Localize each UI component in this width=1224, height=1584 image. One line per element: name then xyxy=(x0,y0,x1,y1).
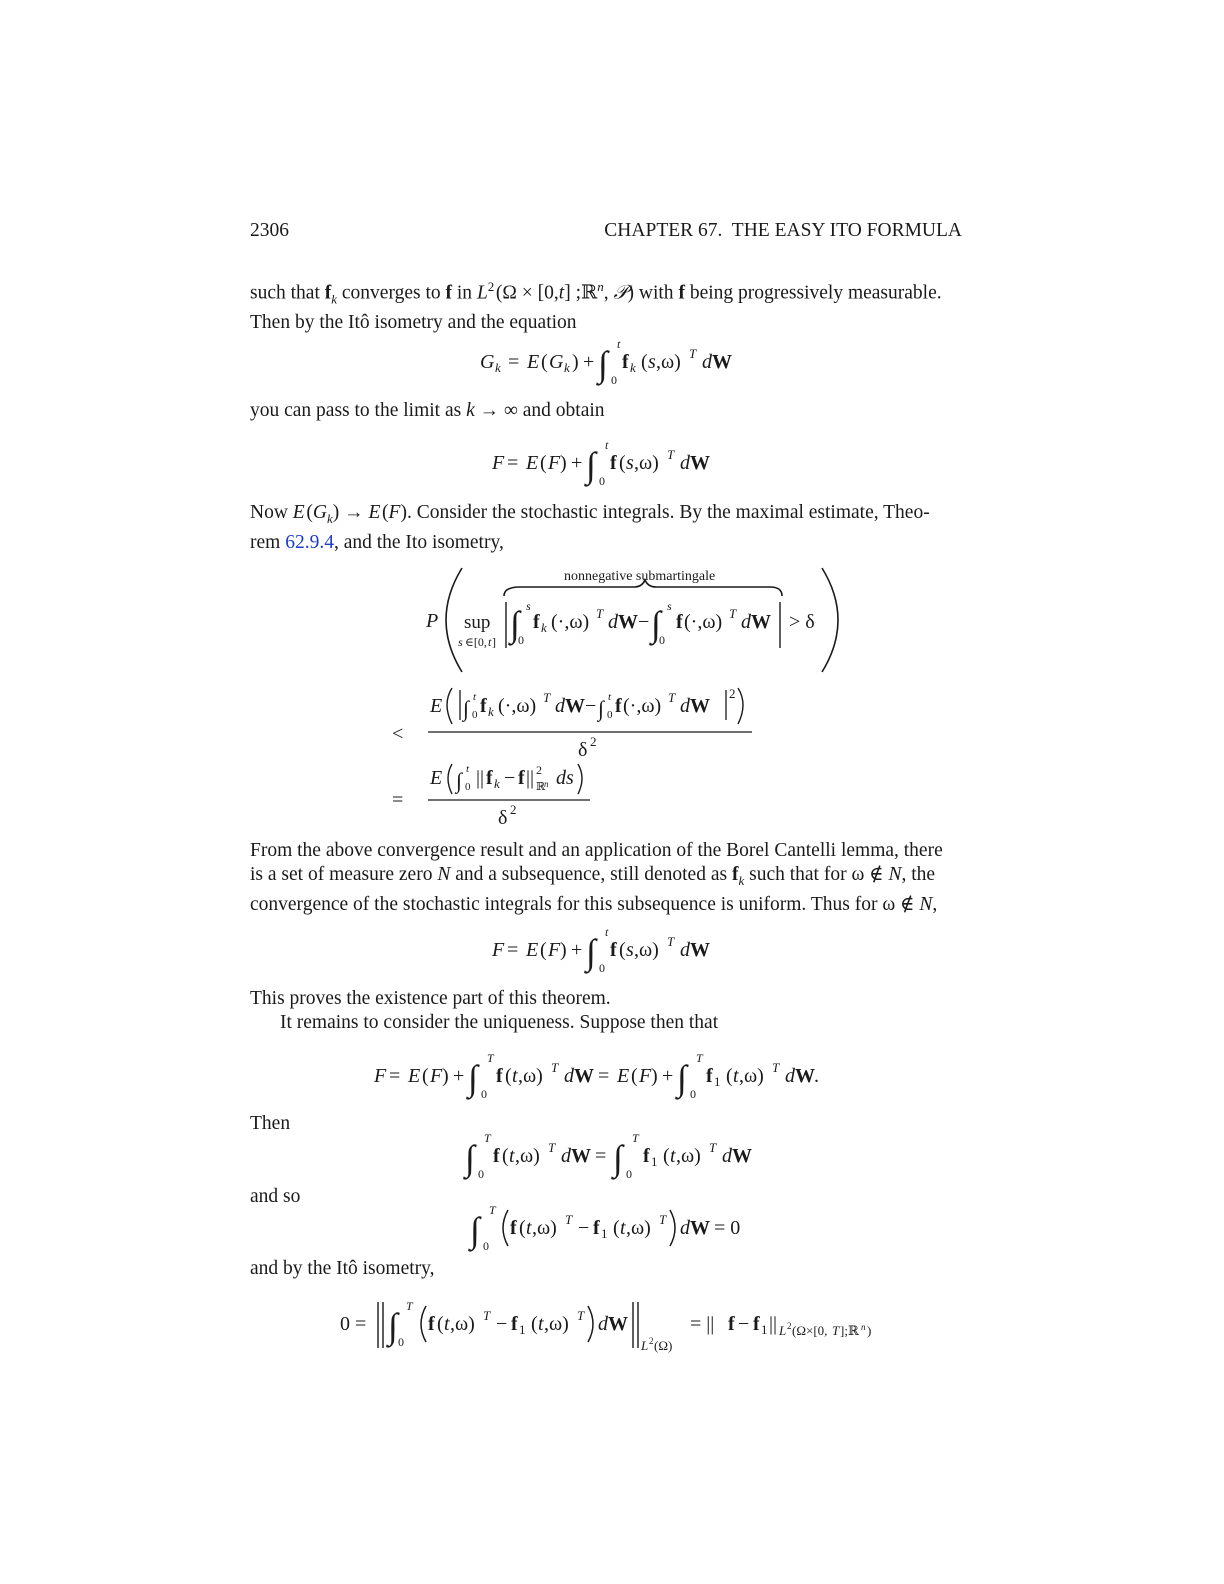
svg-text:k: k xyxy=(564,360,570,375)
svg-text:1: 1 xyxy=(714,1074,721,1089)
svg-text:d: d xyxy=(598,1313,608,1335)
svg-text:k: k xyxy=(488,704,494,719)
paragraph-2: you can pass to the limit as k → ∞ and obtain xyxy=(250,400,605,421)
svg-text:−: − xyxy=(504,767,516,789)
svg-text:t: t xyxy=(466,763,470,775)
svg-text:f: f xyxy=(486,767,493,789)
svg-text:T: T xyxy=(659,1212,667,1227)
svg-text:): ) xyxy=(442,1065,449,1087)
svg-text:T: T xyxy=(489,1203,496,1217)
svg-text:G: G xyxy=(480,351,495,373)
svg-text:0: 0 xyxy=(690,1087,696,1101)
svg-text:−: − xyxy=(638,611,650,633)
svg-text:f: f xyxy=(728,1313,735,1335)
svg-text:F: F xyxy=(548,939,561,961)
svg-text:s: s xyxy=(626,452,634,474)
svg-text:W: W xyxy=(751,611,771,633)
svg-text:W: W xyxy=(732,1145,752,1167)
svg-text:(·,ω): (·,ω) xyxy=(551,611,590,633)
equation-gk xyxy=(470,332,770,392)
svg-text:∫: ∫ xyxy=(465,1138,475,1178)
svg-text:,ω): ,ω) xyxy=(626,1217,651,1239)
svg-text:t: t xyxy=(488,635,492,649)
svg-text:T: T xyxy=(484,1131,491,1145)
svg-text:F: F xyxy=(374,1065,387,1087)
svg-text:<: < xyxy=(392,723,404,745)
paragraph-1-line-1: such that $f_k$ converges to f in $L^2$ (Ω × [0,t] ;ℝ$^n$, 𝒫) with f being progressively measurable. xyxy=(250,279,942,307)
svg-text:t: t xyxy=(620,1217,626,1239)
svg-text:f: f xyxy=(510,1217,517,1239)
svg-text:,ω): ,ω) xyxy=(450,1313,475,1335)
svg-text:): ) xyxy=(560,939,567,961)
svg-text:0: 0 xyxy=(599,961,605,975)
svg-text:(: ( xyxy=(502,1145,509,1167)
svg-text:∈[0,: ∈[0, xyxy=(465,635,487,649)
svg-text:(: ( xyxy=(641,351,648,373)
svg-text:k: k xyxy=(630,360,636,375)
svg-text:||: || xyxy=(769,1313,778,1335)
svg-text:T: T xyxy=(577,1308,585,1323)
svg-text:,ω): ,ω) xyxy=(634,452,659,474)
svg-text:k: k xyxy=(541,620,547,635)
svg-text:n: n xyxy=(861,1322,866,1332)
svg-text:∫: ∫ xyxy=(510,604,520,644)
svg-text:f: f xyxy=(615,695,622,717)
svg-text:2: 2 xyxy=(510,802,517,817)
svg-text:T: T xyxy=(406,1299,413,1313)
svg-text:0: 0 xyxy=(607,709,613,721)
svg-text:f: f xyxy=(593,1217,600,1239)
svg-text:,ω): ,ω) xyxy=(676,1145,701,1167)
svg-text:+: + xyxy=(571,939,583,961)
svg-text:,ω): ,ω) xyxy=(544,1313,569,1335)
svg-text:0: 0 xyxy=(481,1087,487,1101)
svg-text:−: − xyxy=(738,1313,750,1335)
svg-text:n: n xyxy=(544,779,549,789)
svg-text:t: t xyxy=(526,1217,532,1239)
and-by-label: and by the Itô isometry, xyxy=(250,1258,435,1279)
svg-text:d: d xyxy=(564,1065,574,1087)
theorem-link[interactable]: 62.9.4 xyxy=(285,531,334,553)
svg-text:d: d xyxy=(608,611,618,633)
svg-text:s: s xyxy=(526,599,531,613)
svg-text:0: 0 xyxy=(518,633,524,647)
svg-text:E: E xyxy=(430,767,443,789)
equation-isometry xyxy=(330,1288,890,1360)
svg-text:−: − xyxy=(496,1313,508,1335)
svg-text:W: W xyxy=(574,1065,594,1087)
svg-text:0: 0 xyxy=(483,1239,489,1253)
svg-text:∫: ∫ xyxy=(468,1058,478,1098)
svg-text:+: + xyxy=(583,351,595,373)
svg-text:||: || xyxy=(526,767,535,789)
svg-text:||: || xyxy=(476,767,485,789)
svg-text:F: F xyxy=(492,452,505,474)
svg-text:0: 0 xyxy=(398,1335,404,1349)
svg-text:): ) xyxy=(572,351,579,373)
svg-text:f: f xyxy=(518,767,525,789)
svg-text:T: T xyxy=(551,1060,559,1075)
svg-text:f: f xyxy=(496,1065,503,1087)
paragraph-3-line-2: rem 62.9.4, and the Ito isometry, xyxy=(250,531,504,553)
svg-text:T: T xyxy=(548,1140,556,1155)
svg-text:T: T xyxy=(772,1060,780,1075)
paragraph-4-line-2: is a set of measure zero N and a subsequence, still denoted as $f_k$ such that for ω ∉ N, the xyxy=(250,864,936,888)
svg-text:=: = xyxy=(507,939,519,961)
svg-text:+: + xyxy=(662,1065,674,1087)
svg-text:f: f xyxy=(610,939,617,961)
svg-text:(: ( xyxy=(631,1065,638,1087)
svg-text:(: ( xyxy=(505,1065,512,1087)
svg-text:f: f xyxy=(533,611,540,633)
svg-text:t: t xyxy=(473,691,477,703)
svg-text:t: t xyxy=(512,1065,518,1087)
svg-text:∫: ∫ xyxy=(586,445,596,485)
svg-text:∫: ∫ xyxy=(677,1058,687,1098)
svg-text:): ) xyxy=(867,1323,872,1338)
svg-text:1: 1 xyxy=(651,1154,658,1169)
svg-text:t: t xyxy=(670,1145,676,1167)
svg-text:0 =: 0 = xyxy=(340,1313,367,1335)
svg-text:d: d xyxy=(722,1145,732,1167)
svg-text:0: 0 xyxy=(599,474,605,488)
svg-text:W: W xyxy=(608,1313,628,1335)
svg-text:(: ( xyxy=(437,1313,444,1335)
svg-text:sup: sup xyxy=(464,612,491,633)
svg-text:(: ( xyxy=(619,939,626,961)
svg-text:(: ( xyxy=(422,1065,429,1087)
paragraph-4-line-3: convergence of the stochastic integrals for this subsequence is uniform. Thus for ω ∉ N, xyxy=(250,893,938,915)
svg-text:0: 0 xyxy=(472,709,478,721)
svg-text:d: d xyxy=(702,351,712,373)
svg-text:d: d xyxy=(680,452,690,474)
svg-text:,ω): ,ω) xyxy=(656,351,681,373)
svg-text:t: t xyxy=(605,438,609,452)
svg-text:t: t xyxy=(509,1145,515,1167)
svg-text:.: . xyxy=(814,1065,819,1087)
svg-text:t: t xyxy=(444,1313,450,1335)
svg-text:> δ: > δ xyxy=(789,611,815,633)
svg-text:d: d xyxy=(680,1217,690,1239)
svg-text:(: ( xyxy=(540,939,547,961)
svg-text:f: f xyxy=(428,1313,435,1335)
svg-text:0: 0 xyxy=(626,1167,632,1181)
svg-text:T: T xyxy=(565,1212,573,1227)
svg-text:0: 0 xyxy=(465,781,471,793)
equation-then xyxy=(455,1126,775,1186)
svg-text:=: = xyxy=(508,351,520,373)
paragraph-4 xyxy=(250,839,962,917)
paragraph-3 xyxy=(250,501,962,555)
svg-text:E: E xyxy=(526,452,539,474)
svg-text:(Ω×[0,: (Ω×[0, xyxy=(792,1323,828,1338)
svg-text:(: ( xyxy=(531,1313,538,1335)
svg-text:T: T xyxy=(596,606,604,621)
svg-text:0: 0 xyxy=(659,633,665,647)
svg-text:s: s xyxy=(626,939,634,961)
svg-text:2: 2 xyxy=(536,763,542,777)
svg-text:T: T xyxy=(487,1051,494,1065)
svg-text:t: t xyxy=(617,337,621,351)
svg-text:F: F xyxy=(639,1065,652,1087)
svg-text:f: f xyxy=(493,1145,500,1167)
svg-text:d: d xyxy=(680,695,690,717)
svg-text:d: d xyxy=(680,939,690,961)
svg-text:E: E xyxy=(527,351,540,373)
svg-text:t: t xyxy=(608,691,612,703)
svg-text:f: f xyxy=(753,1313,760,1335)
svg-text:L: L xyxy=(779,1323,787,1338)
svg-text:δ: δ xyxy=(578,739,588,761)
svg-text:(: ( xyxy=(726,1065,733,1087)
svg-text:ℝ: ℝ xyxy=(536,781,546,793)
svg-text:T: T xyxy=(709,1140,717,1155)
svg-text:2: 2 xyxy=(787,1321,792,1331)
svg-text:t: t xyxy=(605,925,609,939)
svg-text:): ) xyxy=(560,452,567,474)
paragraph-6: It remains to consider the uniqueness. Suppose then that xyxy=(280,1012,719,1033)
svg-text:0: 0 xyxy=(478,1167,484,1181)
svg-text:=: = xyxy=(598,1065,610,1087)
svg-text:+: + xyxy=(453,1065,465,1087)
svg-text:f: f xyxy=(480,695,487,717)
equation-maximal-estimate xyxy=(380,560,860,840)
svg-text:(: ( xyxy=(619,452,626,474)
svg-text:W: W xyxy=(618,611,638,633)
svg-text:s: s xyxy=(648,351,656,373)
svg-text:s: s xyxy=(667,599,672,613)
svg-text:δ: δ xyxy=(498,807,508,829)
svg-text:,ω): ,ω) xyxy=(739,1065,764,1087)
svg-text:f: f xyxy=(610,452,617,474)
svg-text:L: L xyxy=(641,1338,649,1353)
running-header: CHAPTER 67. THE EASY ITO FORMULA xyxy=(604,220,962,241)
svg-text:s: s xyxy=(458,635,463,649)
svg-text:T: T xyxy=(696,1051,703,1065)
svg-text:2: 2 xyxy=(590,734,597,749)
svg-text:∫: ∫ xyxy=(463,696,470,721)
svg-text:E: E xyxy=(430,695,443,717)
svg-text:d: d xyxy=(741,611,751,633)
svg-text:= 0: = 0 xyxy=(714,1217,741,1239)
svg-text:f: f xyxy=(511,1313,518,1335)
svg-text:d: d xyxy=(561,1145,571,1167)
svg-text:T: T xyxy=(729,606,737,621)
svg-text:(: ( xyxy=(613,1217,620,1239)
svg-text:F: F xyxy=(492,939,505,961)
svg-text:]: ] xyxy=(492,635,496,649)
svg-text:+: + xyxy=(571,452,583,474)
paragraph-4-line-1: From the above convergence result and an application of the Borel Cantelli lemma, there xyxy=(250,840,943,861)
svg-text:T: T xyxy=(483,1308,491,1323)
svg-text:T: T xyxy=(832,1323,840,1338)
svg-text:W: W xyxy=(571,1145,591,1167)
svg-text:F: F xyxy=(548,452,561,474)
svg-text:T: T xyxy=(667,447,675,462)
svg-text:∫: ∫ xyxy=(598,696,605,721)
svg-text:−: − xyxy=(585,695,597,717)
svg-text:W: W xyxy=(795,1065,815,1087)
svg-text:=: = xyxy=(507,452,519,474)
svg-text:k: k xyxy=(495,360,501,375)
svg-text:f: f xyxy=(706,1065,713,1087)
svg-text:k: k xyxy=(494,776,500,791)
equation-f-2 xyxy=(482,920,742,980)
then-label: Then xyxy=(250,1113,291,1134)
page-number: 2306 xyxy=(250,220,289,241)
svg-text:G: G xyxy=(549,351,564,373)
svg-text:T: T xyxy=(668,690,676,705)
svg-text:,ω): ,ω) xyxy=(532,1217,557,1239)
svg-text:W: W xyxy=(565,695,585,717)
svg-text:];ℝ: ];ℝ xyxy=(840,1323,859,1338)
svg-text:∫: ∫ xyxy=(598,344,608,384)
svg-text:(: ( xyxy=(519,1217,526,1239)
svg-text:∫: ∫ xyxy=(456,768,463,793)
svg-text:E: E xyxy=(408,1065,421,1087)
paragraph-1 xyxy=(250,275,962,335)
svg-text:2: 2 xyxy=(729,686,736,701)
svg-text:): ) xyxy=(651,1065,658,1087)
svg-text:(: ( xyxy=(663,1145,670,1167)
svg-text:d: d xyxy=(555,695,565,717)
brace-label: nonnegative submartingale xyxy=(564,569,716,584)
svg-text:t: t xyxy=(538,1313,544,1335)
paragraph-1-line-2: Then by the Itô isometry and the equation xyxy=(250,312,577,334)
svg-text:T: T xyxy=(689,346,697,361)
equation-f-1 xyxy=(482,433,742,493)
svg-text:,ω): ,ω) xyxy=(634,939,659,961)
svg-text:f: f xyxy=(622,351,629,373)
svg-text:1: 1 xyxy=(761,1322,768,1337)
and-so-label: and so xyxy=(250,1186,301,1207)
svg-text:T: T xyxy=(543,690,551,705)
svg-text:P: P xyxy=(426,610,439,632)
svg-text:∫: ∫ xyxy=(586,932,596,972)
svg-text:W: W xyxy=(690,695,710,717)
svg-text:=: = xyxy=(392,789,404,811)
svg-text:d: d xyxy=(785,1065,795,1087)
svg-text:1: 1 xyxy=(519,1322,526,1337)
svg-text:(: ( xyxy=(541,351,548,373)
svg-text:W: W xyxy=(690,452,710,474)
svg-text:,ω): ,ω) xyxy=(518,1065,543,1087)
svg-text:(: ( xyxy=(540,452,547,474)
svg-text:T: T xyxy=(632,1131,639,1145)
svg-text:t: t xyxy=(733,1065,739,1087)
svg-text:W: W xyxy=(690,1217,710,1239)
svg-text:∫: ∫ xyxy=(470,1210,480,1250)
svg-text:f: f xyxy=(676,611,683,633)
svg-text:2: 2 xyxy=(649,1336,654,1346)
svg-text:E: E xyxy=(617,1065,630,1087)
svg-text:E: E xyxy=(526,939,539,961)
svg-text:=: = xyxy=(595,1145,607,1167)
paragraph-5: This proves the existence part of this theorem. xyxy=(250,988,611,1009)
svg-text:F: F xyxy=(430,1065,443,1087)
svg-text:0: 0 xyxy=(611,373,617,387)
svg-text:W: W xyxy=(690,939,710,961)
svg-text:(Ω): (Ω) xyxy=(654,1338,673,1353)
svg-text:(·,ω): (·,ω) xyxy=(623,695,662,717)
svg-text:(·,ω): (·,ω) xyxy=(498,695,537,717)
paragraph-3-line-1: Now E $(G_k) \to E$ (F). Consider the stochastic integrals. By the maximal estimate, Theo- xyxy=(250,502,930,526)
svg-text:,ω): ,ω) xyxy=(515,1145,540,1167)
equation-and-so xyxy=(460,1198,760,1258)
svg-text:∫: ∫ xyxy=(388,1306,398,1346)
svg-text:−: − xyxy=(578,1217,590,1239)
svg-text:W: W xyxy=(712,351,732,373)
svg-text:1: 1 xyxy=(601,1226,608,1241)
svg-text:ds: ds xyxy=(556,767,574,789)
svg-text:= ||: = || xyxy=(690,1313,715,1335)
equation-uniqueness xyxy=(364,1046,864,1106)
svg-text:(·,ω): (·,ω) xyxy=(684,611,723,633)
svg-text:=: = xyxy=(389,1065,401,1087)
svg-text:∫: ∫ xyxy=(613,1138,623,1178)
svg-text:∫: ∫ xyxy=(651,604,661,644)
svg-text:T: T xyxy=(667,934,675,949)
svg-text:f: f xyxy=(643,1145,650,1167)
